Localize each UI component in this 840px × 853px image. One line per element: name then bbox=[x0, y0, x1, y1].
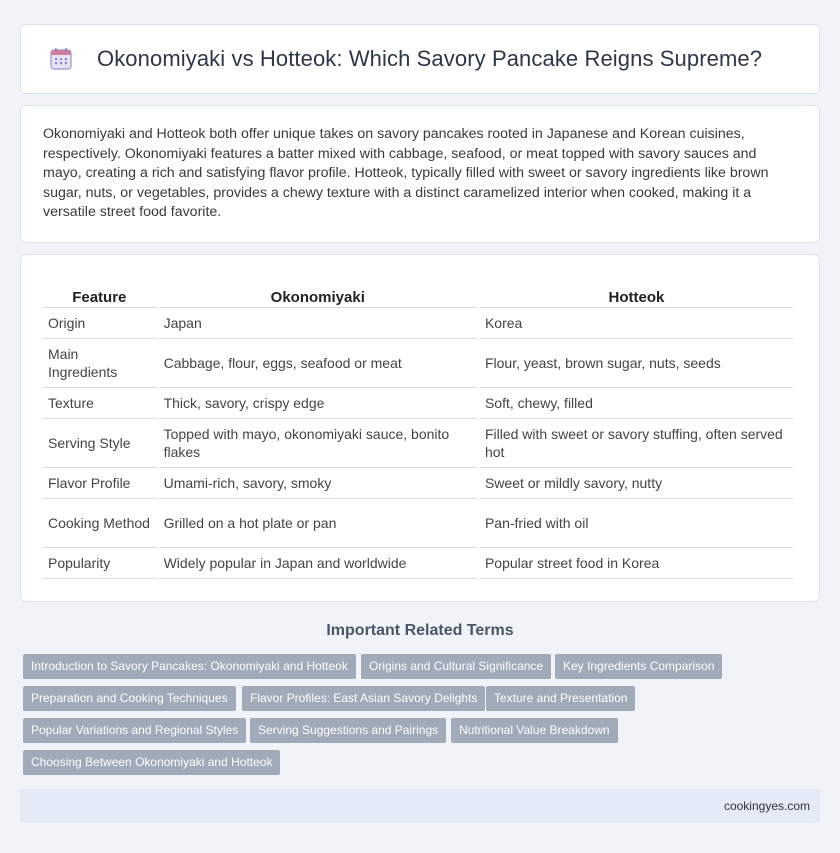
table-row bbox=[43, 468, 793, 499]
table-cell: Topped with mayo, okonomiyaki sauce, bonito flakes bbox=[159, 419, 477, 468]
related-tag[interactable]: Nutritional Value Breakdown bbox=[451, 718, 618, 743]
table-cell: Grilled on a hot plate or pan bbox=[159, 499, 477, 548]
table-row bbox=[43, 339, 793, 388]
table-cell: Widely popular in Japan and worldwide bbox=[159, 548, 477, 579]
comparison-table-card bbox=[20, 254, 820, 602]
related-tag[interactable]: Preparation and Cooking Techniques bbox=[23, 686, 236, 711]
table-cell: Popular street food in Korea bbox=[480, 548, 793, 579]
related-terms-title: Important Related Terms bbox=[326, 622, 514, 639]
table-cell: Flour, yeast, brown sugar, nuts, seeds bbox=[480, 339, 793, 388]
header-feature: Feature bbox=[43, 286, 156, 308]
header-hotteok: Hotteok bbox=[480, 286, 793, 308]
table-cell: Popularity bbox=[43, 548, 156, 579]
related-tag[interactable]: Popular Variations and Regional Styles bbox=[23, 718, 246, 743]
table-header-row bbox=[43, 286, 793, 308]
related-tag[interactable]: Key Ingredients Comparison bbox=[555, 654, 722, 679]
intro-card bbox=[20, 105, 820, 243]
table-cell: Soft, chewy, filled bbox=[480, 388, 793, 419]
header-card bbox=[20, 24, 820, 94]
intro-text: Okonomiyaki and Hotteok both offer unique takes on savory pancakes rooted in Japanese and Korean cuisines, respectively. Okonomiyaki features a batter mixed with cabbage, seafood, or meat topped with savory sauces and mayo, creating a rich and satisfying flavor profile. Hotteok, typically filled with sweet or savory ingredients like brown sugar, nuts, or vegetables, provides a chewy texture with a distinct caramelized interior when cooked, making it a versatile street food favorite. bbox=[43, 126, 769, 221]
comparison-table bbox=[40, 286, 796, 579]
related-tag[interactable]: Texture and Presentation bbox=[486, 686, 635, 711]
header-okonomiyaki: Okonomiyaki bbox=[159, 286, 477, 308]
table-row bbox=[43, 548, 793, 579]
table-cell: Japan bbox=[159, 308, 477, 339]
table-cell: Serving Style bbox=[43, 419, 156, 468]
table-cell: Sweet or mildly savory, nutty bbox=[480, 468, 793, 499]
table-cell: Filled with sweet or savory stuffing, often served hot bbox=[480, 419, 793, 468]
related-tag[interactable]: Serving Suggestions and Pairings bbox=[250, 718, 446, 743]
table-cell: Origin bbox=[43, 308, 156, 339]
related-tag[interactable]: Flavor Profiles: East Asian Savory Delights bbox=[242, 686, 485, 711]
table-row bbox=[43, 419, 793, 468]
footer-site-link[interactable]: cookingyes.com bbox=[723, 799, 810, 813]
page-title: Okonomiyaki vs Hotteok: Which Savory Pancake Reigns Supreme? bbox=[97, 46, 763, 71]
table-cell: Thick, savory, crispy edge bbox=[159, 388, 477, 419]
table-cell: Main Ingredients bbox=[43, 339, 156, 388]
related-tag[interactable]: Origins and Cultural Significance bbox=[361, 654, 551, 679]
footer bbox=[20, 789, 820, 823]
table-cell: Texture bbox=[43, 388, 156, 419]
table-row bbox=[43, 499, 793, 548]
table-cell: Pan-fried with oil bbox=[480, 499, 793, 548]
related-tag[interactable]: Introduction to Savory Pancakes: Okonomiyaki and Hotteok bbox=[23, 654, 356, 679]
table-row bbox=[43, 308, 793, 339]
calendar-icon bbox=[49, 47, 73, 71]
table-cell: Umami-rich, savory, smoky bbox=[159, 468, 477, 499]
table-cell: Korea bbox=[480, 308, 793, 339]
table-row bbox=[43, 388, 793, 419]
table-cell: Flavor Profile bbox=[43, 468, 156, 499]
related-tag[interactable]: Choosing Between Okonomiyaki and Hotteok bbox=[23, 750, 280, 775]
table-cell: Cooking Method bbox=[43, 499, 156, 548]
table-cell: Cabbage, flour, eggs, seafood or meat bbox=[159, 339, 477, 388]
